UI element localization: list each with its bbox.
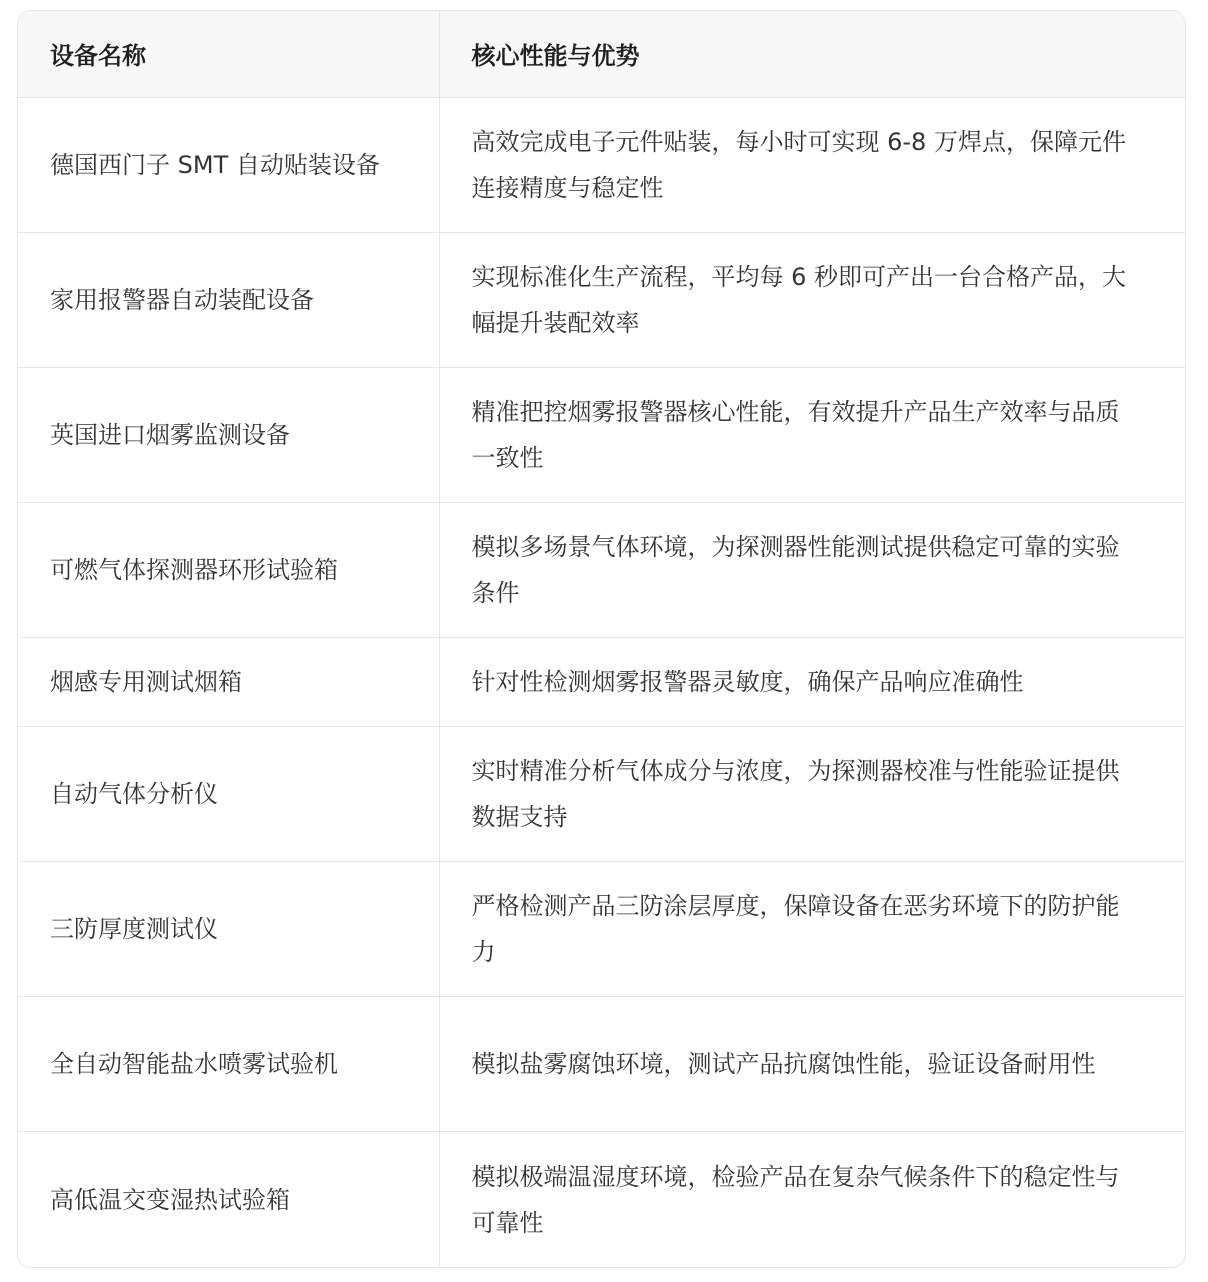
table-row: [18, 726, 1185, 861]
table-row: [18, 996, 1185, 1131]
table-row: [18, 232, 1185, 367]
device-desc-cell: 精准把控烟雾报警器核心性能，有效提升产品生产效率与品质一致性: [439, 367, 1185, 502]
device-desc-cell: 实时精准分析气体成分与浓度，为探测器校准与性能验证提供数据支持: [439, 726, 1185, 861]
column-header-core-performance: 核心性能与优势: [439, 11, 1185, 97]
device-desc-cell: 高效完成电子元件贴装，每小时可实现 6-8 万焊点，保障元件连接精度与稳定性: [439, 97, 1185, 232]
table-header-row: [18, 11, 1185, 97]
column-header-device-name: 设备名称: [18, 11, 439, 97]
device-desc-cell: 严格检测产品三防涂层厚度，保障设备在恶劣环境下的防护能力: [439, 861, 1185, 996]
table-row: [18, 1132, 1185, 1267]
equipment-table-container: [17, 10, 1186, 1268]
device-desc-cell: 模拟多场景气体环境，为探测器性能测试提供稳定可靠的实验条件: [439, 503, 1185, 638]
table-header: [18, 11, 1185, 97]
device-desc-cell: 模拟盐雾腐蚀环境，测试产品抗腐蚀性能，验证设备耐用性: [439, 996, 1185, 1131]
table-row: [18, 367, 1185, 502]
device-name-cell: 可燃气体探测器环形试验箱: [18, 503, 439, 638]
device-name-cell: 高低温交变湿热试验箱: [18, 1132, 439, 1267]
device-name-cell: 全自动智能盐水喷雾试验机: [18, 996, 439, 1131]
device-desc-cell: 模拟极端温湿度环境，检验产品在复杂气候条件下的稳定性与可靠性: [471, 1162, 1120, 1237]
table-row: [18, 97, 1185, 232]
device-desc-cell: 实现标准化生产流程，平均每 6 秒即可产出一台合格产品，大幅提升装配效率: [439, 232, 1185, 367]
equipment-table: [18, 11, 1185, 1267]
device-desc-cell: 针对性检测烟雾报警器灵敏度，确保产品响应准确性: [439, 638, 1185, 726]
table-row: [18, 861, 1185, 996]
device-name-cell: 三防厚度测试仪: [18, 861, 439, 996]
device-name-cell: 烟感专用测试烟箱: [18, 638, 439, 726]
table-body: [18, 97, 1185, 1267]
device-name-cell: 自动气体分析仪: [18, 726, 439, 861]
table-row: [18, 503, 1185, 638]
table-row: [18, 638, 1185, 726]
device-name-cell: 家用报警器自动装配设备: [18, 232, 439, 367]
device-name-cell: 德国西门子 SMT 自动贴装设备: [18, 97, 439, 232]
device-name-cell: 英国进口烟雾监测设备: [18, 367, 439, 502]
